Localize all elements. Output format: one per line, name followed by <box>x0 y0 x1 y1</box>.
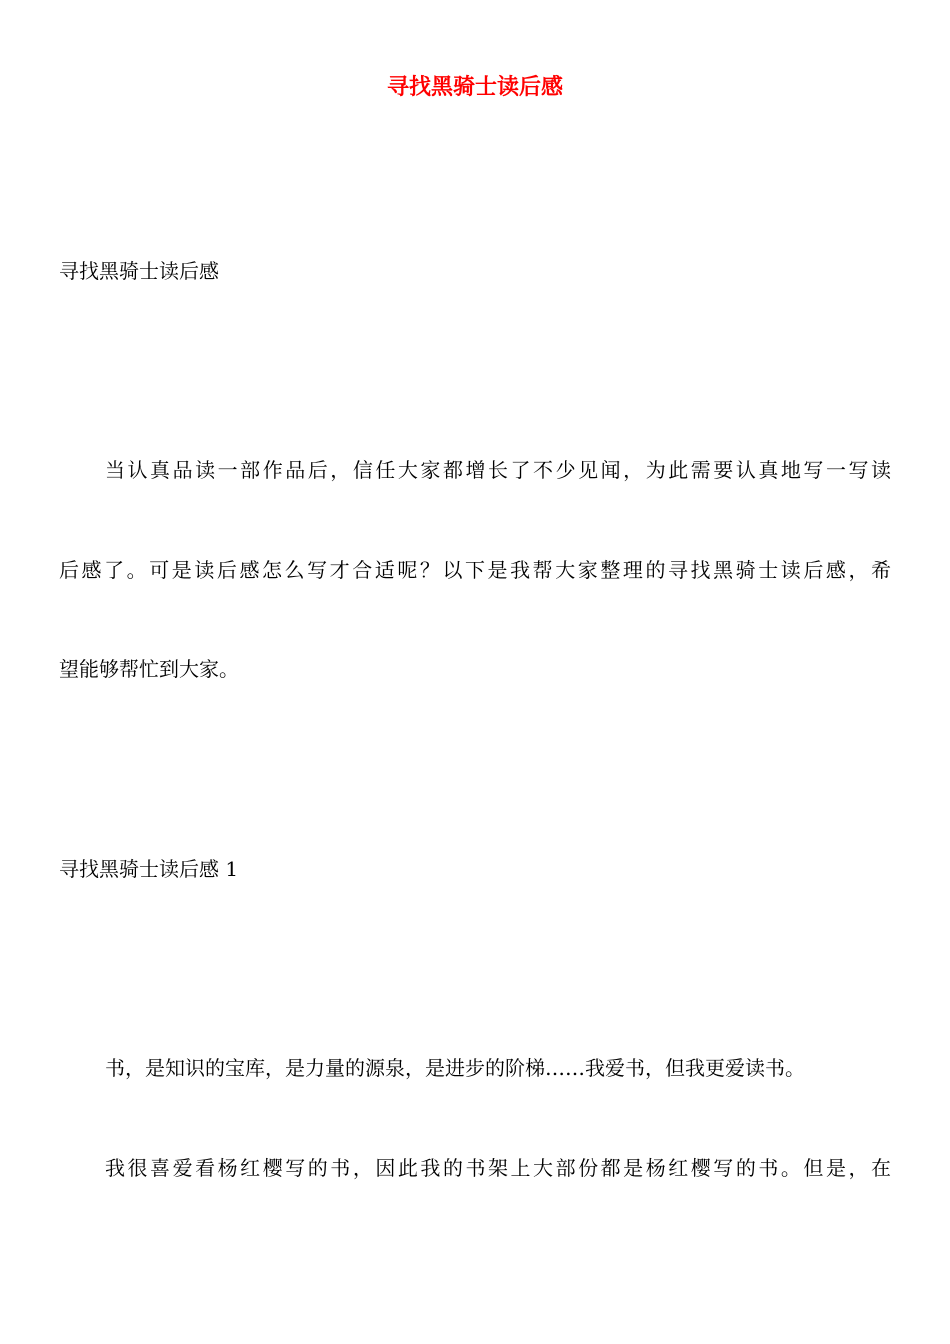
body-line-2: 我很喜爱看杨红樱写的书，因此我的书架上大部份都是杨红樱写的书。但是，在 <box>105 1156 891 1180</box>
intro-line-1: 当认真品读一部作品后，信任大家都增长了不少见闻，为此需要认真地写一写读 <box>105 458 891 482</box>
body-line-1: 书，是知识的宝库，是力量的源泉，是进步的阶梯……我爱书，但我更爱读书。 <box>105 1056 805 1080</box>
section-heading: 寻找黑骑士读后感 1 <box>59 857 239 881</box>
document-title: 寻找黑骑士读后感 <box>386 75 563 100</box>
heading: 寻找黑骑士读后感 <box>59 259 219 283</box>
intro-line-3: 望能够帮忙到大家。 <box>59 657 239 681</box>
intro-line-2: 后感了。可是读后感怎么写才合适呢？以下是我帮大家整理的寻找黑骑士读后感，希 <box>59 558 891 582</box>
